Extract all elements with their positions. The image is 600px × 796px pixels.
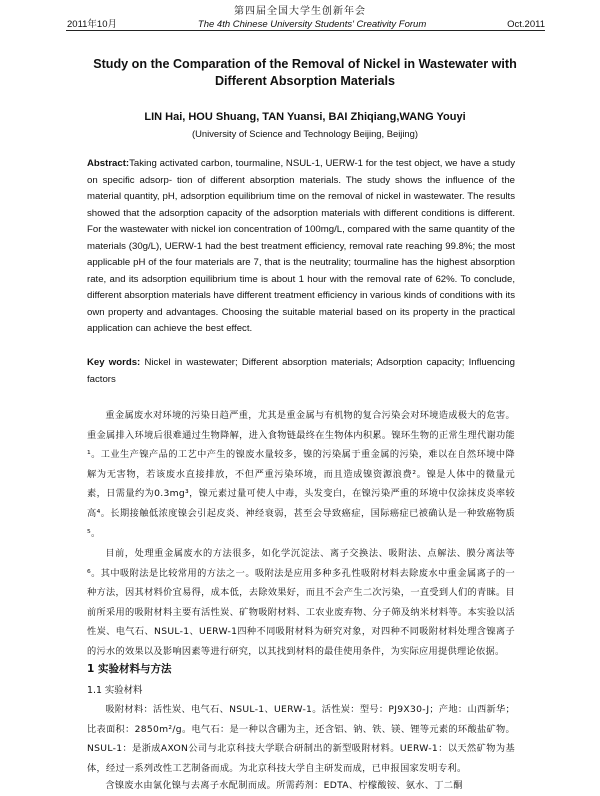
- subsection-heading: 1.1 实验材料: [87, 685, 143, 696]
- body-paragraph: 目前，处理重金属废水的方法很多，如化学沉淀法、离子交换法、吸附法、点解法、膜分离法等⁶。其中吸附法是比较常用的方法之一。吸附法是应用多种多孔性吸附材料去除废水中重金属离子的一种方法，因其材料价宜易得，成本低，去除效果好，而且不会产生二次污染，一直受到人们的青睐。目前所采用的吸附材料主要有活性炭、矿物吸附材料、工农业废弃物、分子筛及纳米材料等。本实验以活性炭、电气石、NSUL-1、UERW-1四种不同吸附材料为研究对象，对四种不同吸附材料处理含镍离子的污水的效果以及影响因素等进行研究，以其找到材料的最佳使用条件，为实际应用提供理论依据。: [87, 548, 515, 657]
- keywords: [87, 354, 515, 388]
- running-header: [67, 16, 545, 30]
- header-divider: [66, 30, 545, 31]
- abstract: [87, 156, 515, 338]
- abstract-text: Taking activated carbon, tourmaline, NSUL-1, UERW-1 for the test object, we have a study on specific adsorp- tion of different absorption materials. The study shows the influence of the material quantity, pH, adsorption equilibrium time on the removal of nickel in wastewater. The results showed that the adsorption capacity of the adsorption materials with different conditions is different. For the wastewater with nickel ion concentration of 100mg/L, compared with the same quantity of the materials (30g/L), UERW-1 had the best treatment efficiency, removal rate reaching 99.8%; the most applicable pH of the four materials are 7, that is the neutrality; tourmaline has the highest absorption rate, and its adsorption equilibrium time is about 1 hour with the removal rate of 62%. To conclude, different absorption materials have different treatment efficiency in various kinds of conditions with its own property and advantages. Choosing the suitable material based on its property in the practical application can achieve the best effect.: [87, 158, 515, 334]
- keywords-text: Nickel in wastewater; Different absorption materials; Adsorption capacity; Influencing factors: [87, 357, 515, 385]
- body-paragraph: 重金属废水对环境的污染日趋严重，尤其是重金属与有机物的复合污染会对环境造成极大的危害。重金属排入环境后很难通过生物降解，进入食物链最终在生物体内积累。镍环生物的正常生理代谢功能¹。工业生产镍产品的工艺中产生的镍废水量较多，镍的污染属于重金属的污染，难以在自然环境中降解为无害物，若该废水直接排放，不但严重污染环境，而且造成镍资源浪费²。镍是人体中的微量元素，日需量约为0.3mg³，镍元素过量可使人中毒，头发变白，在镍污染严重的环境中仅涂抹皮炎率较高⁴。长期接触低浓度镍会引起皮炎、神经衰弱，甚至会导致癌症，国际癌症已被确认是一种致癌物质⁵。: [87, 410, 515, 539]
- paper-title: Study on the Comparation of the Removal of Nickel in Wastewater with Different Absorption Materials: [93, 57, 517, 88]
- header-date-en: Oct.2011: [507, 19, 545, 30]
- abstract-label: Abstract:: [87, 158, 130, 169]
- header-forum: The 4th Chinese University Students' Creativity Forum: [197, 19, 427, 30]
- keywords-label: Key words:: [87, 357, 141, 368]
- body-paragraph: 吸附材料：活性炭、电气石、NSUL-1、UERW-1。活性炭：型号：PJ9X30-J；产地：山西新华；比表面积：2850m²/g。电气石：是一种以含硼为主，还含铝、钠、铁、镁、锂等元素的环酸盐矿物。NSUL-1：是浙成AXON公司与北京科技大学联合研制出的新型吸附材料。UERW-1：以天然矿物为基体，经过一系列改性工艺制备而成。为北京科技大学自主研发而成，已申报国家发明专利。: [87, 704, 515, 774]
- paper-authors: LIN Hai, HOU Shuang, TAN Yuansi, BAI Zhiqiang,WANG Youyi: [144, 111, 466, 123]
- conference-name: 第四届全国大学生创新年会: [234, 6, 366, 17]
- body-paragraph: 含镍废水由氯化镍与去离子水配制而成。所需药剂：EDTA、柠檬酸铵、氨水、丁二酮: [105, 780, 463, 791]
- section-heading: 1 实验材料与方法: [87, 663, 172, 675]
- paper-affiliation: (University of Science and Technology Beijing, Beijing): [192, 128, 418, 139]
- header-date-cn: 2011年10月: [67, 19, 117, 30]
